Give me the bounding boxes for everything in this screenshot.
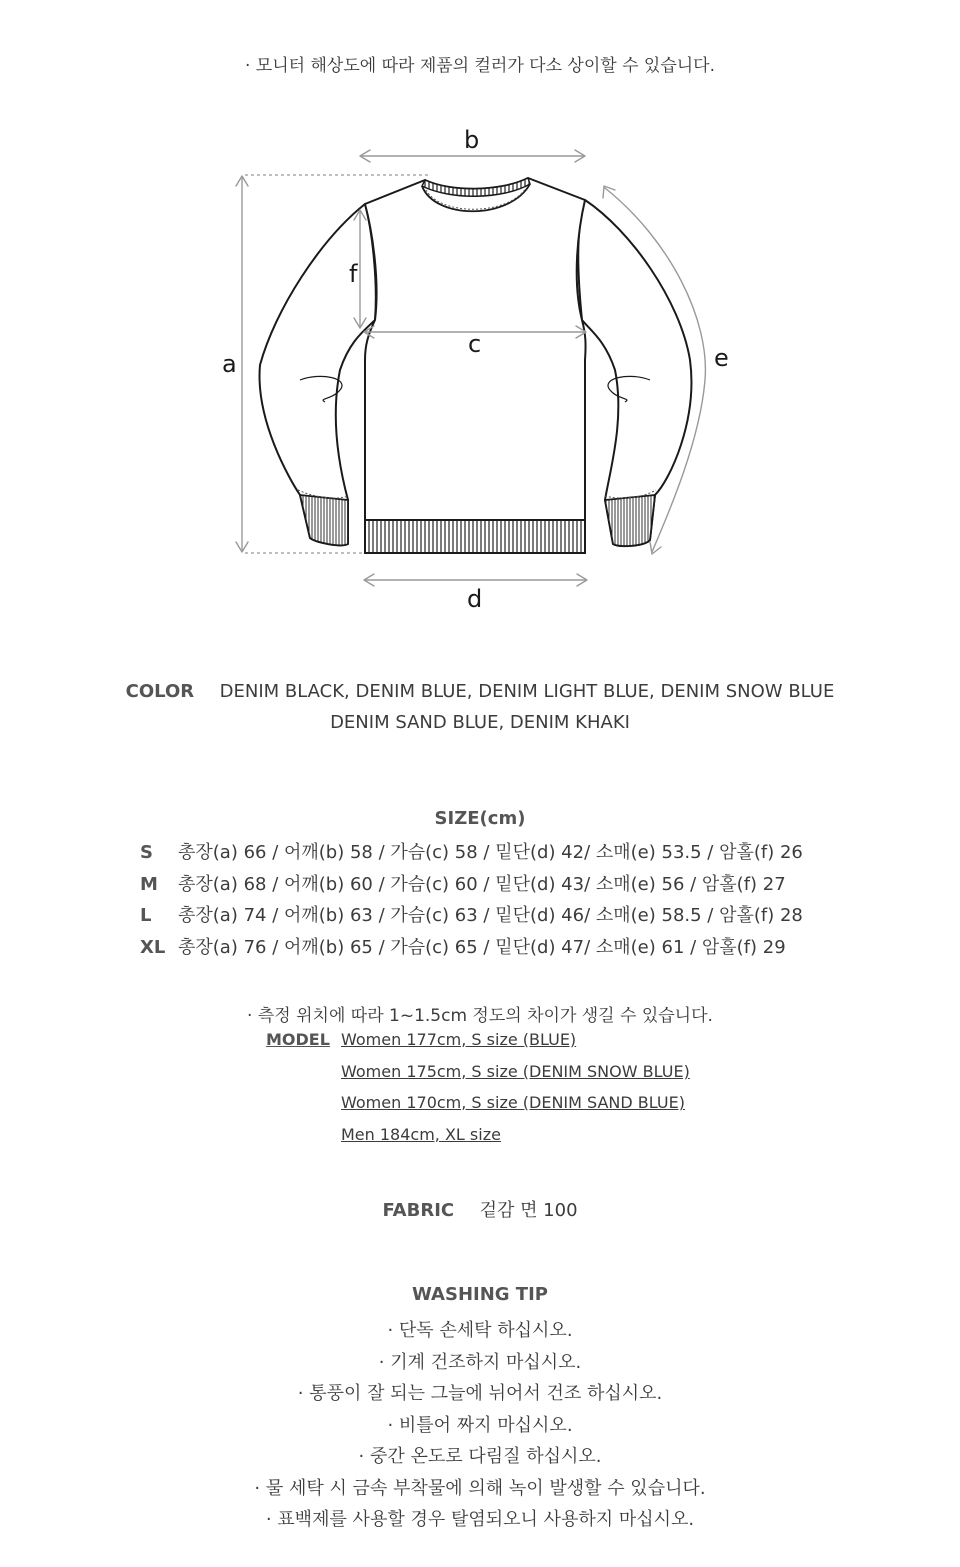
size-spec: 총장(a) 66 / 어깨(b) 58 / 가슴(c) 58 / 밑단(d) 42/ 소매(e) 53.5 / 암홀(f) 26 [178,842,803,863]
measurement-note: · 측정 위치에 따라 1~1.5cm 정도의 차이가 생길 수 있습니다. [247,1006,713,1026]
color-notice: · 모니터 해상도에 따라 제품의 컬러가 다소 상이할 수 있습니다. [245,56,715,76]
garment-outline [260,178,692,546]
size-row [140,933,860,965]
size-spec: 총장(a) 74 / 어깨(b) 63 / 가슴(c) 63 / 밑단(d) 46/ 소매(e) 58.5 / 암홀(f) 28 [178,905,803,926]
fabric-row [0,1196,960,1222]
label-e: e [714,344,729,372]
label-a: a [222,350,237,378]
washing-item: · 통풍이 잘 되는 그늘에 뉘어서 건조 하십시오. [297,1383,663,1404]
label-b: b [464,126,480,154]
size-spec: 총장(a) 68 / 어깨(b) 60 / 가슴(c) 60 / 밑단(d) 43/ 소매(e) 56 / 암홀(f) 27 [178,873,786,895]
sweatshirt-illustration [200,120,760,610]
model-line: Women 177cm, S size (BLUE) [341,1030,577,1049]
size-row [140,870,860,902]
model-label: MODEL [266,1030,330,1049]
size-code: S [140,842,153,863]
washing-title: WASHING TIP [412,1284,548,1305]
washing-item: · 기계 건조하지 마십시오. [378,1351,582,1373]
washing-list [0,1316,960,1537]
washing-item: · 표백제를 사용할 경우 탈염되오니 사용하지 마십시오. [265,1509,695,1530]
size-diagram [200,120,760,610]
color-values-line1: DENIM BLACK, DENIM BLUE, DENIM LIGHT BLUE, DENIM SNOW BLUE [219,681,835,702]
color-label: COLOR [125,681,195,702]
washing-item: · 비틀어 짜지 마십시오. [387,1414,573,1436]
size-code: M [140,873,158,895]
washing-item: · 중간 온도로 다림질 하십시오. [358,1446,602,1467]
color-row [0,681,960,702]
size-table [140,838,860,964]
size-row [140,901,860,933]
label-d: d [467,585,483,610]
washing-item: · 단독 손세탁 하십시오. [387,1320,573,1341]
model-line: Women 170cm, S size (DENIM SAND BLUE) [341,1093,685,1112]
size-spec: 총장(a) 76 / 어깨(b) 65 / 가슴(c) 65 / 밑단(d) 47/ 소매(e) 61 / 암홀(f) 29 [178,936,786,958]
fabric-value: 겉감 면 100 [479,1200,578,1221]
fabric-label: FABRIC [382,1200,455,1221]
color-values-line2: DENIM SAND BLUE, DENIM KHAKI [330,712,630,733]
label-c: c [468,330,482,358]
model-line: Men 184cm, XL size [341,1125,501,1144]
washing-item: · 물 세탁 시 금속 부착물에 의해 녹이 발생할 수 있습니다. [254,1477,706,1499]
model-line: Women 175cm, S size (DENIM SNOW BLUE) [341,1062,690,1081]
size-code: XL [140,936,166,958]
size-title: SIZE(cm) [434,808,526,829]
size-code: L [140,905,152,926]
size-row [140,838,860,870]
label-f: f [349,260,358,288]
